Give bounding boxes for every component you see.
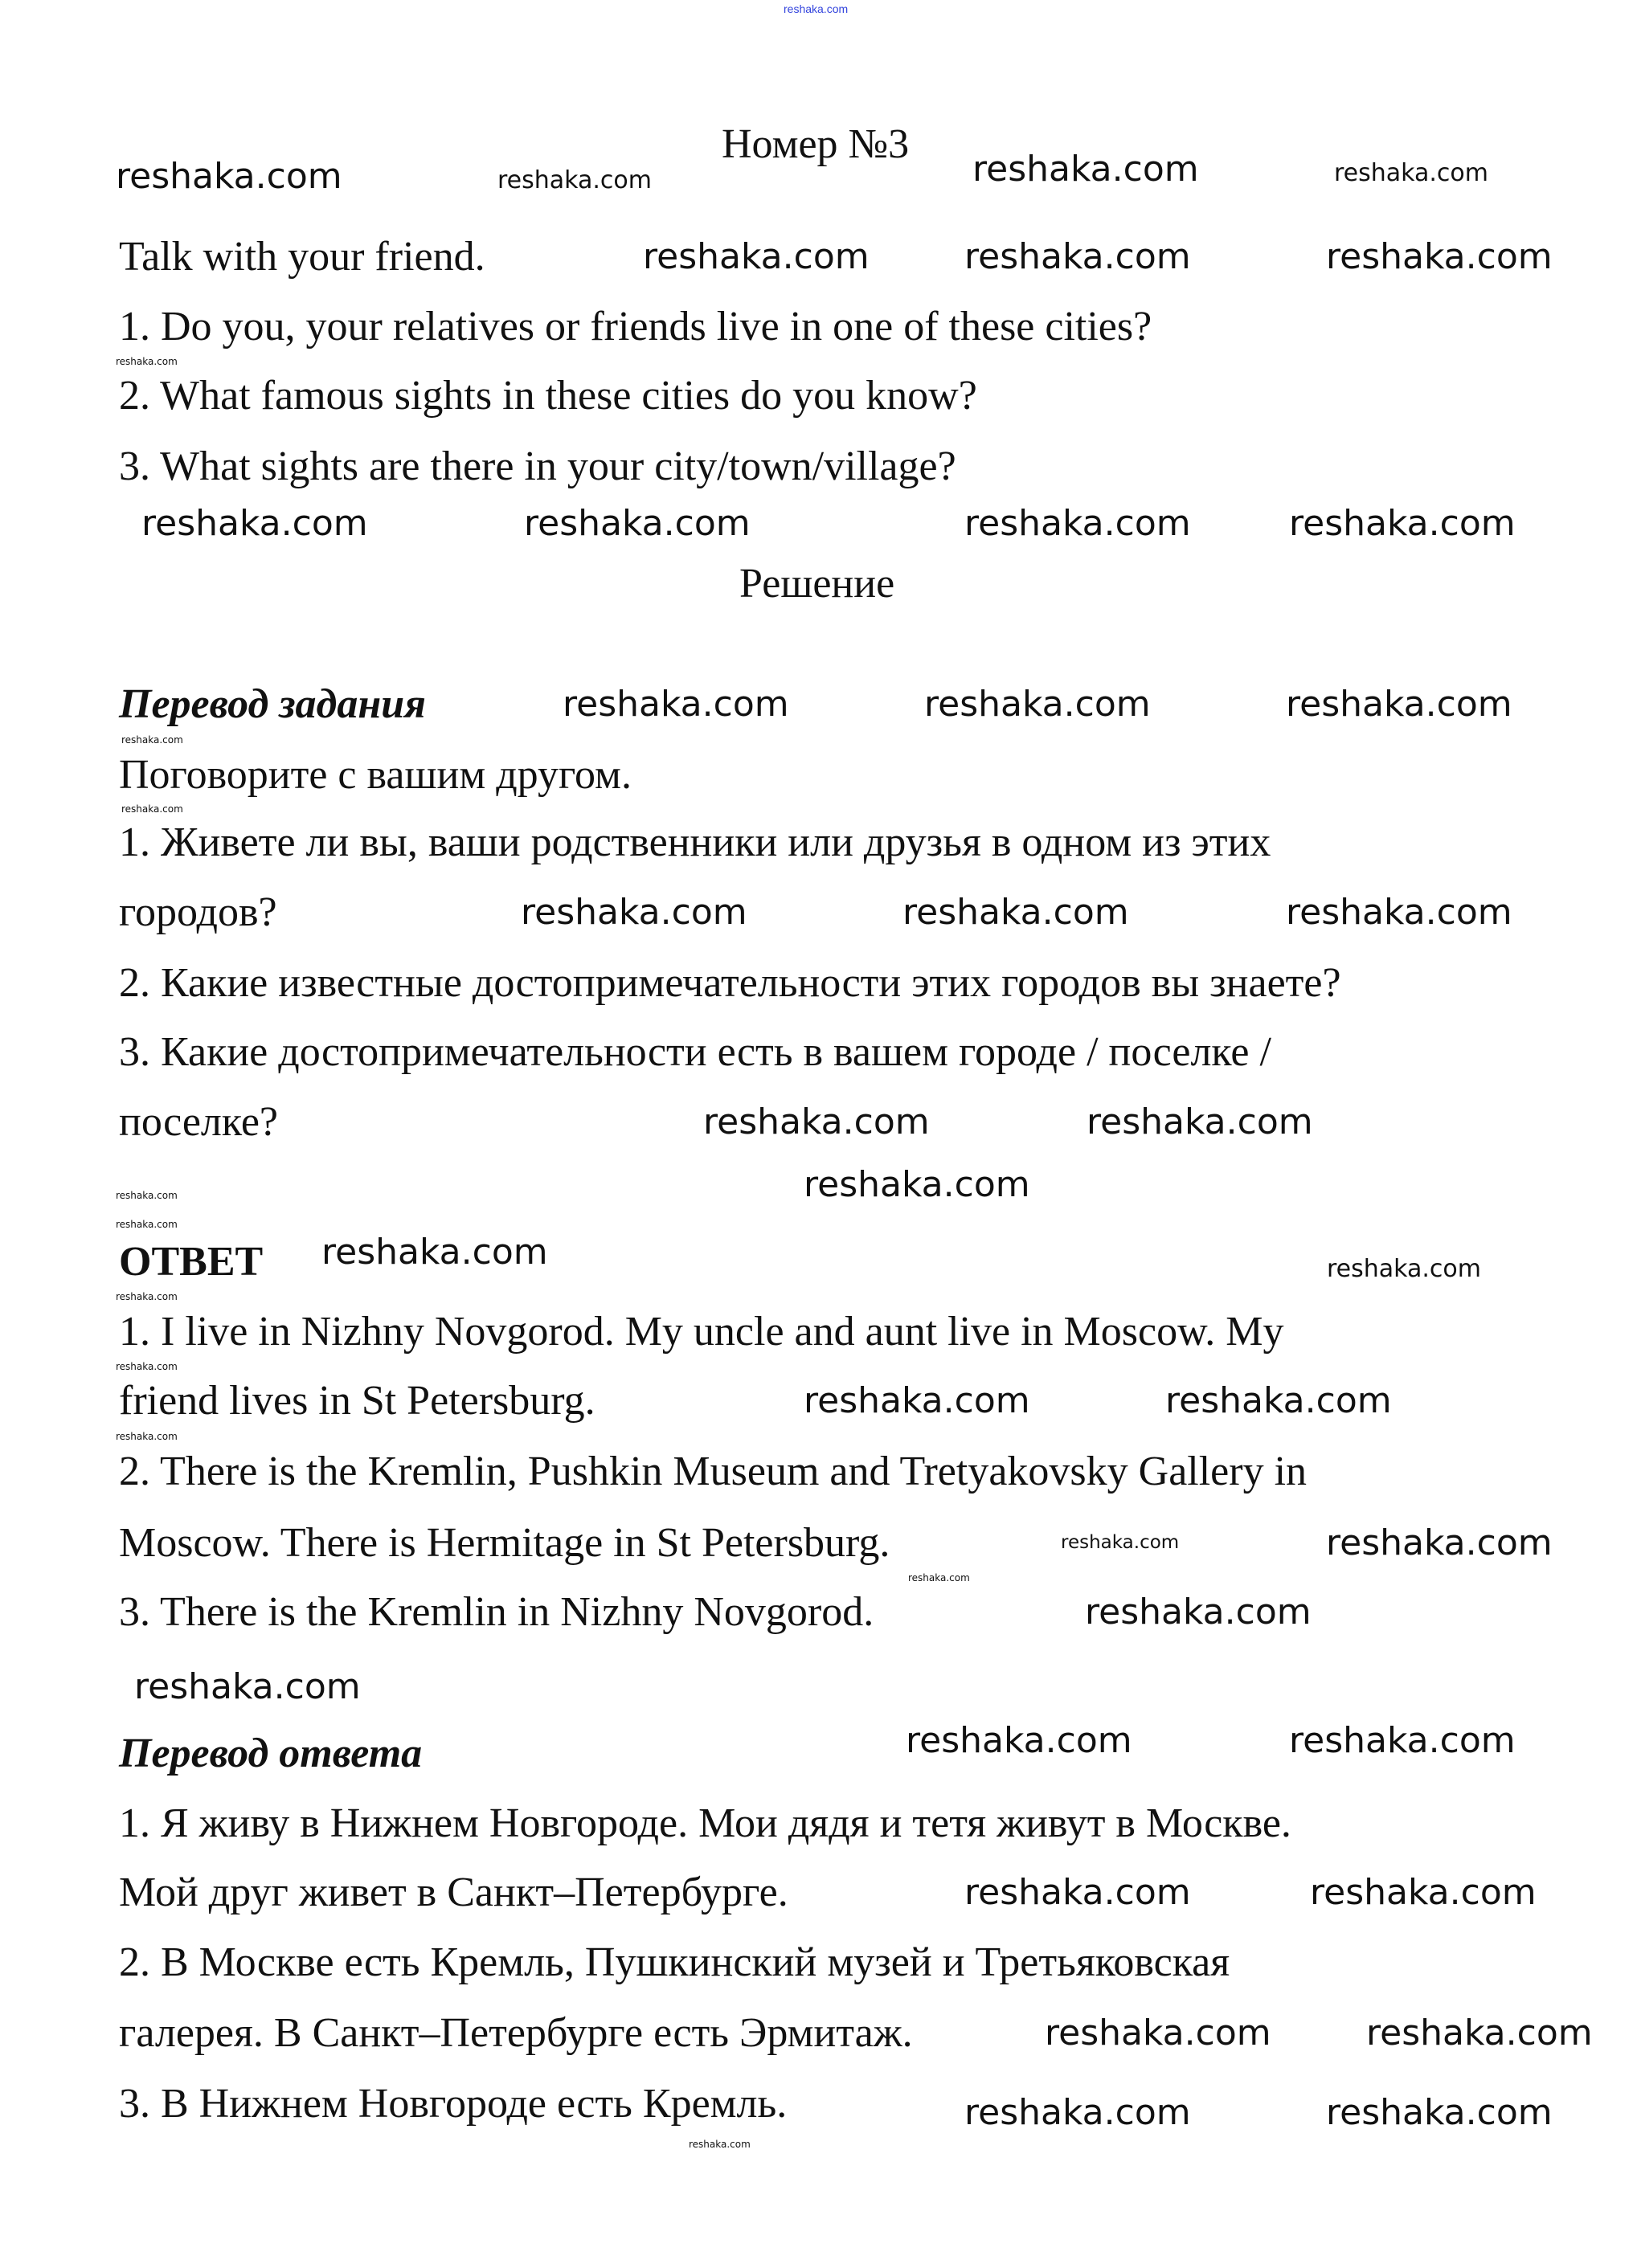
watermark: reshaka.com <box>1326 236 1553 277</box>
watermark: reshaka.com <box>1289 1720 1516 1761</box>
watermark: reshaka.com <box>116 1291 178 1302</box>
watermark: reshaka.com <box>121 734 183 746</box>
watermark: reshaka.com <box>1326 2092 1553 2133</box>
watermark: reshaka.com <box>1286 684 1512 725</box>
task-question: 1. Do you, your relatives or friends live in one of these cities? <box>119 304 1152 349</box>
watermark: reshaka.com <box>1085 1592 1312 1633</box>
watermark: reshaka.com <box>908 1572 970 1584</box>
watermark: reshaka.com <box>116 1219 178 1230</box>
answer-heading: ОТВЕТ <box>119 1239 264 1285</box>
task-question: 3. What sights are there in your city/town/village? <box>119 443 956 489</box>
watermark: reshaka.com <box>141 503 368 544</box>
task-intro: Talk with your friend. <box>119 234 485 280</box>
task-translation-line: 2. Какие известные достопримечательности этих городов вы знаете? <box>119 960 1341 1006</box>
watermark: reshaka.com <box>116 156 342 197</box>
watermark: reshaka.com <box>116 1431 178 1442</box>
watermark: reshaka.com <box>1289 503 1516 544</box>
watermark: reshaka.com <box>1326 1522 1553 1563</box>
watermark: reshaka.com <box>521 892 747 933</box>
watermark: reshaka.com <box>134 1666 361 1707</box>
site-link[interactable]: reshaka.com <box>784 2 849 15</box>
watermark: reshaka.com <box>902 892 1129 933</box>
watermark: reshaka.com <box>1310 1872 1537 1913</box>
watermark: reshaka.com <box>804 1380 1030 1421</box>
answer-translation-heading: Перевод ответа <box>119 1731 423 1776</box>
answer-translation-line: 1. Я живу в Нижнем Новгороде. Мои дядя и тетя живут в Москве. <box>119 1800 1291 1846</box>
task-question: 2. What famous sights in these cities do you know? <box>119 373 977 419</box>
watermark: reshaka.com <box>1061 1532 1180 1553</box>
watermark: reshaka.com <box>964 1872 1191 1913</box>
watermark: reshaka.com <box>497 166 652 194</box>
watermark: reshaka.com <box>924 684 1151 725</box>
watermark: reshaka.com <box>116 1361 178 1372</box>
watermark: reshaka.com <box>1334 159 1488 187</box>
task-translation-heading: Перевод задания <box>119 681 426 727</box>
watermark: reshaka.com <box>1045 2013 1271 2053</box>
watermark: reshaka.com <box>1286 892 1512 933</box>
watermark: reshaka.com <box>964 236 1191 277</box>
watermark: reshaka.com <box>1165 1380 1392 1421</box>
watermark: reshaka.com <box>116 356 178 367</box>
watermark: reshaka.com <box>964 503 1191 544</box>
task-translation-line: 3. Какие достопримечательности есть в вашем городе / поселке / <box>119 1029 1271 1075</box>
answer-line: 1. I live in Nizhny Novgorod. My uncle and aunt live in Moscow. My <box>119 1309 1284 1355</box>
answer-line: friend lives in St Petersburg. <box>119 1378 595 1424</box>
watermark: reshaka.com <box>906 1720 1132 1761</box>
task-translation-line: поселке? <box>119 1099 278 1145</box>
task-translation-line: 1. Живете ли вы, ваши родственники или друзья в одном из этих <box>119 819 1271 865</box>
answer-translation-line: Мой друг живет в Санкт–Петербурге. <box>119 1870 788 1915</box>
watermark: reshaka.com <box>116 1190 178 1201</box>
watermark: reshaka.com <box>689 2139 751 2150</box>
watermark: reshaka.com <box>321 1232 548 1273</box>
watermark: reshaka.com <box>643 236 870 277</box>
watermark: reshaka.com <box>563 684 789 725</box>
answer-translation-line: 3. В Нижнем Новгороде есть Кремль. <box>119 2081 788 2127</box>
answer-translation-line: галерея. В Санкт–Петербурге есть Эрмитаж. <box>119 2010 913 2056</box>
watermark: reshaka.com <box>524 503 751 544</box>
task-translation-line: городов? <box>119 889 277 935</box>
task-translation-line: Поговорите с вашим другом. <box>119 752 632 798</box>
watermark: reshaka.com <box>121 803 183 815</box>
page-title: Номер №3 <box>722 121 910 167</box>
watermark: reshaka.com <box>703 1101 930 1142</box>
watermark: reshaka.com <box>972 149 1199 190</box>
watermark: reshaka.com <box>1087 1101 1313 1142</box>
answer-line: 3. There is the Kremlin in Nizhny Novgorod. <box>119 1589 874 1635</box>
watermark: reshaka.com <box>1366 2013 1593 2053</box>
answer-line: Moscow. There is Hermitage in St Petersburg. <box>119 1520 890 1566</box>
answer-translation-line: 2. В Москве есть Кремль, Пушкинский музей и Третьяковская <box>119 1939 1230 1985</box>
watermark: reshaka.com <box>804 1164 1030 1205</box>
watermark: reshaka.com <box>964 2092 1191 2133</box>
watermark: reshaka.com <box>1327 1255 1481 1283</box>
solution-heading: Решение <box>739 561 895 607</box>
answer-line: 2. There is the Kremlin, Pushkin Museum and Tretyakovsky Gallery in <box>119 1449 1308 1494</box>
